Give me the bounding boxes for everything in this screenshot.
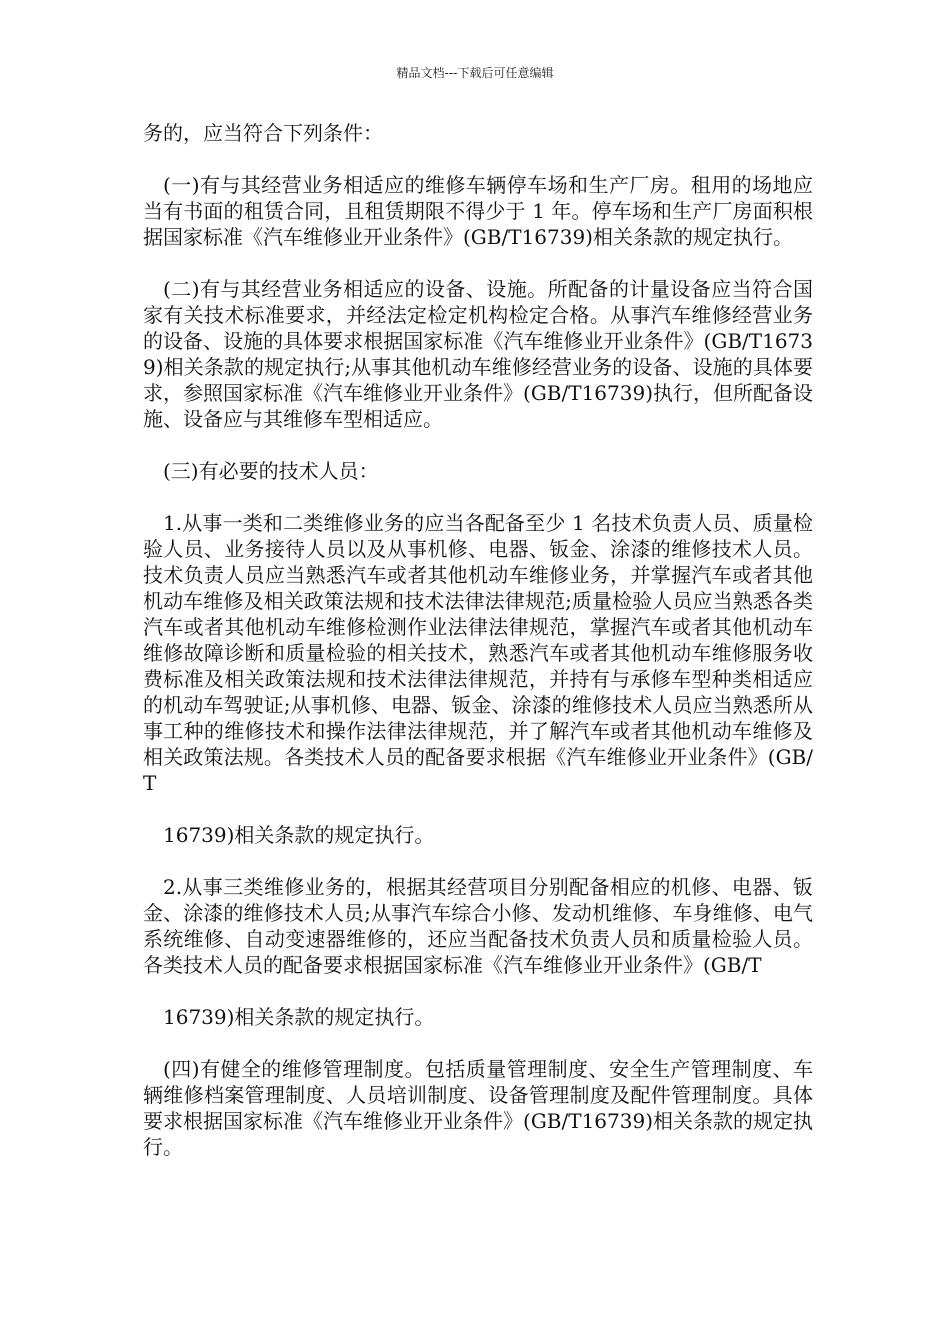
paragraph-item-2-continuation: 16739)相关条款的规定执行。: [163, 1005, 435, 1029]
paragraph-item-1: 1.从事一类和二类维修业务的应当各配备至少 1 名技术负责人员、质量检验人员、业务接待人员以及从事机修、电器、钣金、涂漆的维修技术人员。技术负责人员应当熟悉汽车或者其他机动车维修业务，并掌握汽车或者其他机动车维修及相关政策法规和技术法律法律规范;质量检验人员应当熟悉各类汽车或者其他机动车维修检测作业法律法律规范，掌握汽车或者其他机动车维修故障诊断和质量检验的相关技术，熟悉汽车或者其他机动车维修服务收费标准及相关政策法规和技术法律法律规范，并持有与承修车型种类相适应的机动车驾驶证;从事机修、电器、钣金、涂漆的维修技术人员应当熟悉所从事工种的维修技术和操作法律法律规范，并了解汽车或者其他机动车维修及相关政策法规。各类技术人员的配备要求根据《汽车维修业开业条件》(GB/T: [143, 511, 813, 795]
paragraph-item-1-continuation: 16739)相关条款的规定执行。: [163, 823, 435, 847]
document-body: [143, 120, 813, 1186]
paragraph-condition-1: (一)有与其经营业务相适应的维修车辆停车场和生产厂房。租用的场地应当有书面的租赁合同，且租赁期限不得少于 1 年。停车场和生产厂房面积根据国家标准《汽车维修业开业条件》(GB/T16739)相关条款的规定执行。: [143, 173, 813, 249]
paragraph-item-2: 2.从事三类维修业务的，根据其经营项目分别配备相应的机修、电器、钣金、涂漆的维修技术人员;从事汽车综合小修、发动机维修、车身维修、电气系统维修、自动变速器维修的，还应当配备技术负责人员和质量检验人员。各类技术人员的配备要求根据国家标准《汽车维修业开业条件》(GB/T: [143, 875, 813, 977]
paragraph-condition-2: (二)有与其经营业务相适应的设备、设施。所配备的计量设备应当符合国家有关技术标准要求，并经法定检定机构检定合格。从事汽车维修经营业务的设备、设施的具体要求根据国家标准《汽车维修业开业条件》(GB/T16739)相关条款的规定执行;从事其他机动车维修经营业务的设备、设施的具体要求，参照国家标准《汽车维修业开业条件》(GB/T16739)执行，但所配备设施、设备应与其维修车型相适应。: [143, 277, 813, 431]
paragraph-condition-3: (三)有必要的技术人员：: [163, 459, 379, 483]
paragraph-intro: 务的，应当符合下列条件：: [143, 121, 383, 145]
page-header: 精品文档---下载后可任意编辑: [396, 66, 554, 80]
paragraph-condition-4: (四)有健全的维修管理制度。包括质量管理制度、安全生产管理制度、车辆维修档案管理制度、人员培训制度、设备管理制度及配件管理制度。具体要求根据国家标准《汽车维修业开业条件》(GB/T16739)相关条款的规定执行。: [143, 1057, 813, 1159]
